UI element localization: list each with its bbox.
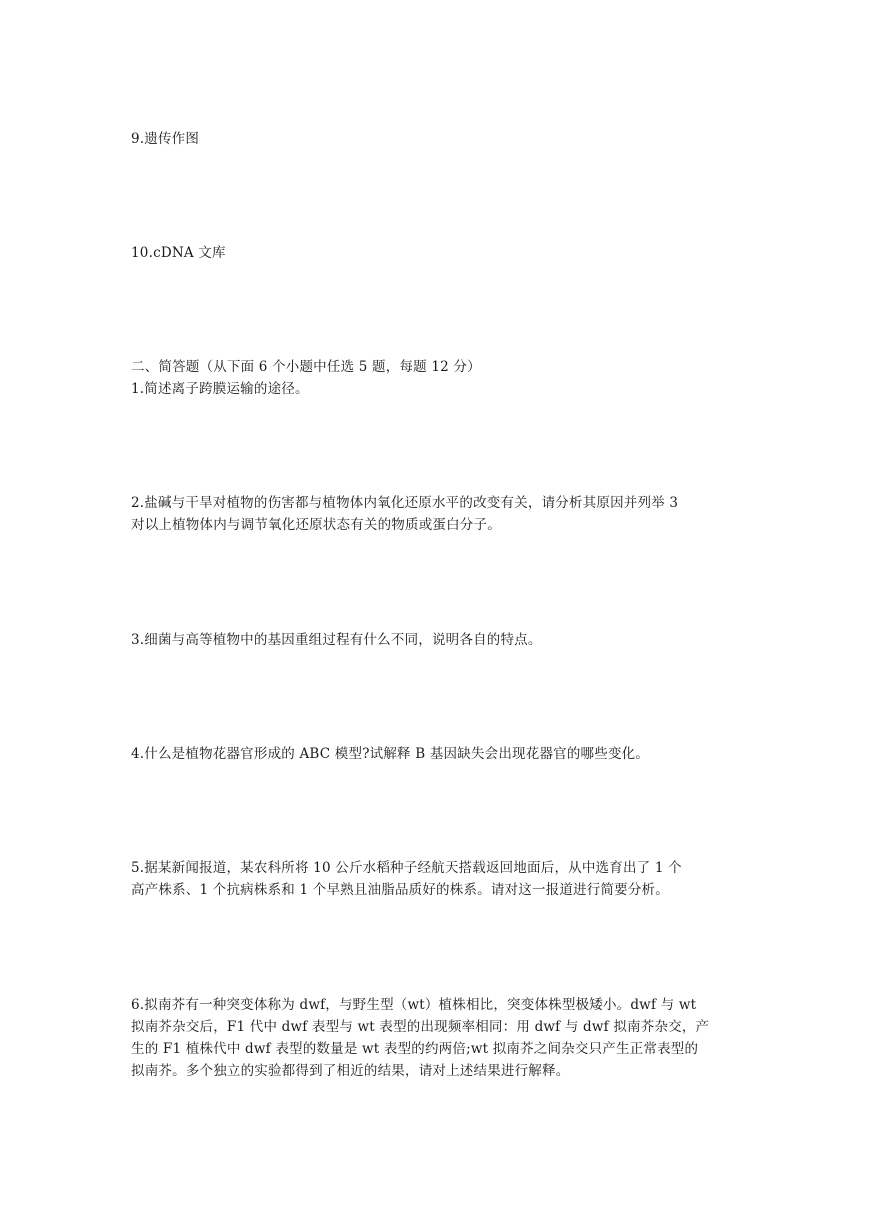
question-5-line-1: 5.据某新闻报道，某农科所将 10 公斤水稻种子经航天搭载返回地面后，从中选育出了 1 个: [131, 860, 682, 876]
question-3-line-1: 3.细菌与高等植物中的基因重组过程有什么不同，说明各自的特点。: [131, 632, 542, 648]
question-6-line-4: 拟南芥。多个独立的实验都得到了相近的结果，请对上述结果进行解释。: [131, 1063, 570, 1079]
term-item-9: 9.遗传作图: [131, 131, 200, 147]
question-5: [131, 857, 741, 901]
question-6-line-1: 6.拟南芥有一种突变体称为 dwf，与野生型（wt）植株相比，突变体株型极矮小。dwf 与 wt: [131, 997, 697, 1013]
question-6-line-3: 生的 F1 植株代中 dwf 表型的数量是 wt 表型的约两倍;wt 拟南芥之间杂交只产生正常表型的: [131, 1041, 699, 1057]
question-5-line-2: 高产株系、1 个抗病株系和 1 个早熟且油脂品质好的株系。请对这一报道进行简要分析。: [131, 882, 669, 898]
question-2-line-1: 2.盐碱与干旱对植物的伤害都与植物体内氧化还原水平的改变有关，请分析其原因并列举 3: [131, 495, 679, 511]
question-3: [131, 629, 741, 651]
section-title: 二、简答题（从下面 6 个小题中任选 5 题，每题 12 分）: [131, 359, 481, 375]
question-2-line-2: 对以上植物体内与调节氧化还原状态有关的物质或蛋白分子。: [131, 517, 501, 533]
question-6-line-2: 拟南芥杂交后，F1 代中 dwf 表型与 wt 表型的出现频率相同：用 dwf 与 dwf 拟南芥杂交，产: [131, 1019, 710, 1035]
question-4-line-1: 4.什么是植物花器官形成的 ABC 模型?试解释 B 基因缺失会出现花器官的哪些变化。: [131, 746, 650, 762]
question-1: [131, 378, 741, 400]
question-1-line-1: 1.简述离子跨膜运输的途径。: [131, 381, 309, 397]
question-2: [131, 492, 741, 536]
term-item-10: 10.cDNA 文库: [131, 245, 226, 261]
question-4: [131, 743, 741, 765]
question-6: [131, 994, 741, 1082]
